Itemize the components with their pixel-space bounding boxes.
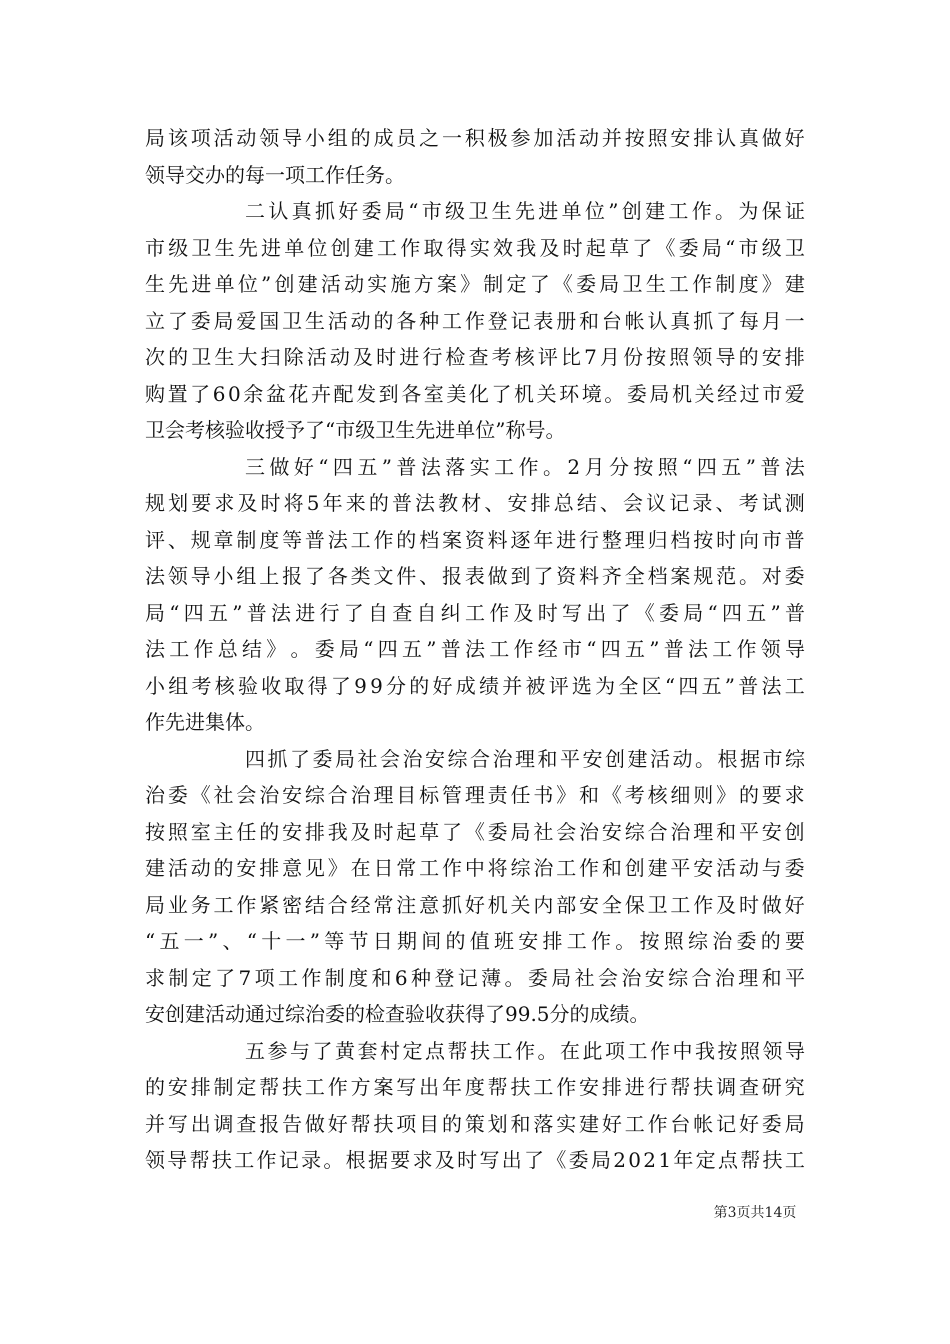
text-line: 评 、 规 章 制 度 等 普 法 工 作 的 档 案 资 料 逐 年 进 行 整 理 归 档 按 时 向 市 普 [145,527,805,552]
text-line: 作先进集体。 [145,710,265,734]
text-line: 四 抓 了 委 局 社 会 治 安 综 合 治 理 和 平 安 创 建 活 动 。 根 据 市 综 [245,746,805,771]
text-line: 领 导 帮 扶 工 作 记 录 。 根 据 要 求 及 时 写 出 了 《 委 局 2 0 2 1 年 定 点 帮 扶 工 [145,1148,805,1172]
text-line: 小 组 考 核 验 收 取 得 了 9 9 分 的 好 成 绩 并 被 评 选 为 全 区 “ 四 五 ” 普 法 工 [145,673,805,698]
text-line: 局 业 务 工 作 紧 密 结 合 经 常 注 意 抓 好 机 关 内 部 安 全 保 卫 工 作 及 时 做 好 [145,892,805,917]
paragraph-four [145,741,805,1033]
text-line: 次 的 卫 生 大 扫 除 活 动 及 时 进 行 检 查 考 核 评 比 7 月 份 按 照 领 导 的 安 排 [145,345,805,369]
text-line: 市 级 卫 生 先 进 单 位 创 建 工 作 取 得 实 效 我 及 时 起 草 了 《 委 局 “ 市 级 卫 [145,235,805,260]
text-line: 法 领 导 小 组 上 报 了 各 类 文 件 、 报 表 做 到 了 资 料 齐 全 档 案 规 范 。 对 委 [145,564,805,588]
text-line: 三 做 好 “ 四 五 ” 普 法 落 实 工 作 。 2 月 分 按 照 “ 四 五 ” 普 法 [245,454,805,479]
text-line: 卫会考核验收授予了“市级卫生先进单位”称号。 [145,418,566,442]
text-line: 按 照 室 主 任 的 安 排 我 及 时 起 草 了 《 委 局 社 会 治 安 综 合 治 理 和 平 安 创 [145,819,805,844]
text-line: 治 委 《 社 会 治 安 综 合 治 理 目 标 管 理 责 任 书 》 和 《 考 核 细 则 》 的 要 求 [145,783,805,807]
paragraph-three [145,449,805,741]
text-line: 领导交办的每一项工作任务。 [145,162,405,187]
paragraph-five [145,1033,805,1179]
text-line: 的 安 排 制 定 帮 扶 工 作 方 案 写 出 年 度 帮 扶 工 作 安 排 进 行 帮 扶 调 查 研 究 [145,1075,805,1099]
text-line: 法 工 作 总 结 》 。 委 局 “ 四 五 ” 普 法 工 作 经 市 “ 四 五 ” 普 法 工 作 领 导 [145,637,805,661]
text-line: 购 置 了 6 0 余 盆 花 卉 配 发 到 各 室 美 化 了 机 关 环 境 。 委 局 机 关 经 过 市 爱 [145,381,805,406]
text-line: 五 参 与 了 黄 套 村 定 点 帮 扶 工 作 。 在 此 项 工 作 中 我 按 照 领 导 [245,1038,805,1063]
text-line: 局 “ 四 五 ” 普 法 进 行 了 自 查 自 纠 工 作 及 时 写 出 了 《 委 局 “ 四 五 ” 普 [145,600,805,625]
text-line: 建 活 动 的 安 排 意 见 》 在 日 常 工 作 中 将 综 治 工 作 和 创 建 平 安 活 动 与 委 [145,856,805,880]
document-body [145,120,805,1179]
text-line: 二 认 真 抓 好 委 局 “ 市 级 卫 生 先 进 单 位 ” 创 建 工 作 。 为 保 证 [245,199,805,223]
page-number: 第3页共14页 [713,1205,797,1221]
text-line: 生 先 进 单 位 ” 创 建 活 动 实 施 方 案 》 制 定 了 《 委 局 卫 生 工 作 制 度 》 建 [145,272,805,296]
paragraph-two [145,193,805,449]
text-line: 并 写 出 调 查 报 告 做 好 帮 扶 项 目 的 策 划 和 落 实 建 好 工 作 台 帐 记 好 委 局 [145,1111,805,1136]
text-line: 立 了 委 局 爱 国 卫 生 活 动 的 各 种 工 作 登 记 表 册 和 台 帐 认 真 抓 了 每 月 一 [145,308,805,333]
text-line: 规 划 要 求 及 时 将 5 年 来 的 普 法 教 材 、 安 排 总 结 、 会 议 记 录 、 考 试 测 [145,491,805,515]
text-line: 安创建活动通过综治委的检查验收获得了99.5分的成绩。 [145,1002,650,1026]
text-line: 局 该 项 活 动 领 导 小 组 的 成 员 之 一 积 极 参 加 活 动 并 按 照 安 排 认 真 做 好 [145,126,805,150]
text-line: “ 五 一 ” 、 “ 十 一 ” 等 节 日 期 间 的 值 班 安 排 工 作 。 按 照 综 治 委 的 要 [145,929,805,953]
text-line: 求 制 定 了 7 项 工 作 制 度 和 6 种 登 记 薄 。 委 局 社 会 治 安 综 合 治 理 和 平 [145,965,805,990]
paragraph-intro-tail [145,120,805,193]
